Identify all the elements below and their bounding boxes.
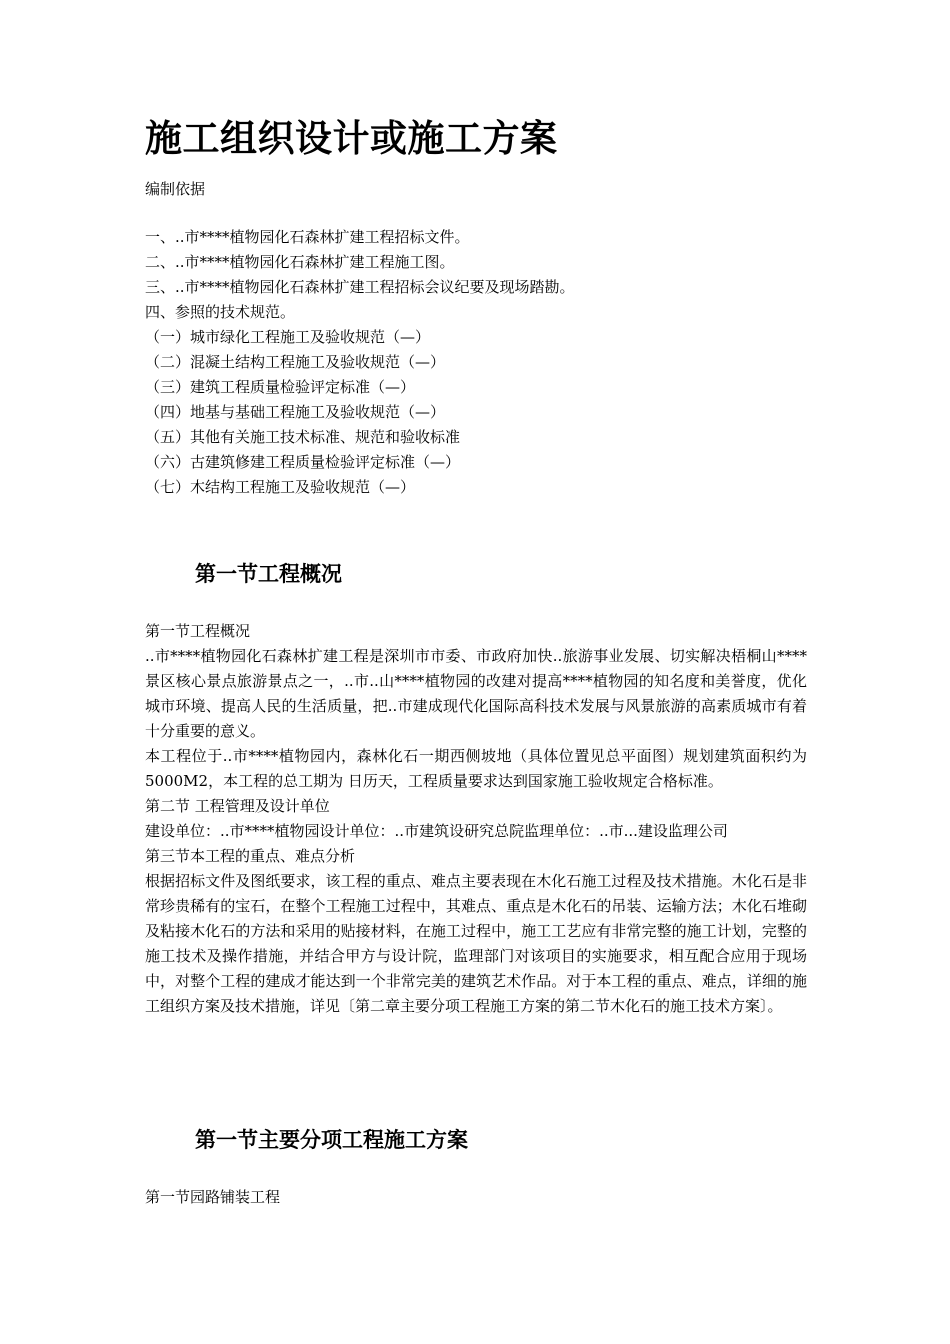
list-item: 二、..市****植物园化石森林扩建工程施工图。 (145, 253, 455, 271)
list-item: （四）地基与基础工程施工及验收规范（—） (145, 403, 446, 421)
key-points-heading: 第三节本工程的重点、难点分析 (145, 847, 356, 865)
section-heading-construction: 第一节主要分项工程施工方案 (195, 1127, 468, 1152)
overview-block (145, 619, 807, 1019)
paving-subheading: 第一节园路铺装工程 (145, 1188, 281, 1206)
overview-subheading: 第一节工程概况 (145, 622, 251, 640)
key-points-paragraph: 根据招标文件及图纸要求，该工程的重点、难点主要表现在木化石施工过程及技术措施。木化石是非常珍贵稀有的宝石，在整个工程施工过程中，其难点、重点是木化石的吊装、运输方法；木化石堆砌及粘接木化石的方法和采用的贴接材料，在施工过程中，施工工艺应有非常完整的施工计划，完整的施工技术及操作措施，并结合甲方与设计院，监理部门对该项目的实施要求，相互配合应用于现场中，对整个工程的建成才能达到一个非常完美的建筑艺术作品。对于本工程的重点、难点，详细的施工组织方案及技术措施，详见〔第二章主要分项工程施工方案的第二节木化石的施工技术方案〕。 (145, 872, 807, 1015)
overview-paragraph-1: ..市****植物园化石森林扩建工程是深圳市市委、市政府加快..旅游事业发展、切实解决梧桐山****景区核心景点旅游景点之一，..市..山****植物园的改建对提高****植物园的知名度和美誉度，优化城市环境、提高人民的生活质量，把..市建成现代化国际高科技术发展与风景旅游的高素质城市有着十分重要的意义。 (145, 647, 807, 740)
basis-label: 编制依据 (145, 180, 206, 198)
section-heading-overview: 第一节工程概况 (195, 561, 342, 586)
list-item: （一）城市绿化工程施工及验收规范（—） (145, 328, 431, 346)
overview-paragraph-2: 本工程位于..市****植物园内，森林化石一期西侧坡地（具体位置见总平面图）规划建筑面积约为5000M2，本工程的总工期为 日历天，工程质量要求达到国家施工验收规定合格标准。 (145, 747, 807, 790)
management-heading: 第二节 工程管理及设计单位 (145, 797, 330, 815)
list-item: （六）古建筑修建工程质量检验评定标准（—） (145, 453, 461, 471)
list-item: （五）其他有关施工技术标准、规范和验收标准 (145, 428, 461, 446)
list-item: 四、参照的技术规范。 (145, 303, 296, 321)
list-item: （三）建筑工程质量检验评定标准（—） (145, 378, 416, 396)
list-item: （二）混凝土结构工程施工及验收规范（—） (145, 353, 446, 371)
list-item: （七）木结构工程施工及验收规范（—） (145, 478, 416, 496)
list-item: 三、..市****植物园化石森林扩建工程招标会议纪要及现场踏勘。 (145, 278, 575, 296)
basis-list (145, 225, 575, 500)
list-item: 一、..市****植物园化石森林扩建工程招标文件。 (145, 228, 470, 246)
document-title: 施工组织设计或施工方案 (145, 116, 558, 160)
management-units: 建设单位：..市****植物园设计单位：..市建筑设研究总院监理单位：..市...建设监理公司 (145, 822, 728, 840)
